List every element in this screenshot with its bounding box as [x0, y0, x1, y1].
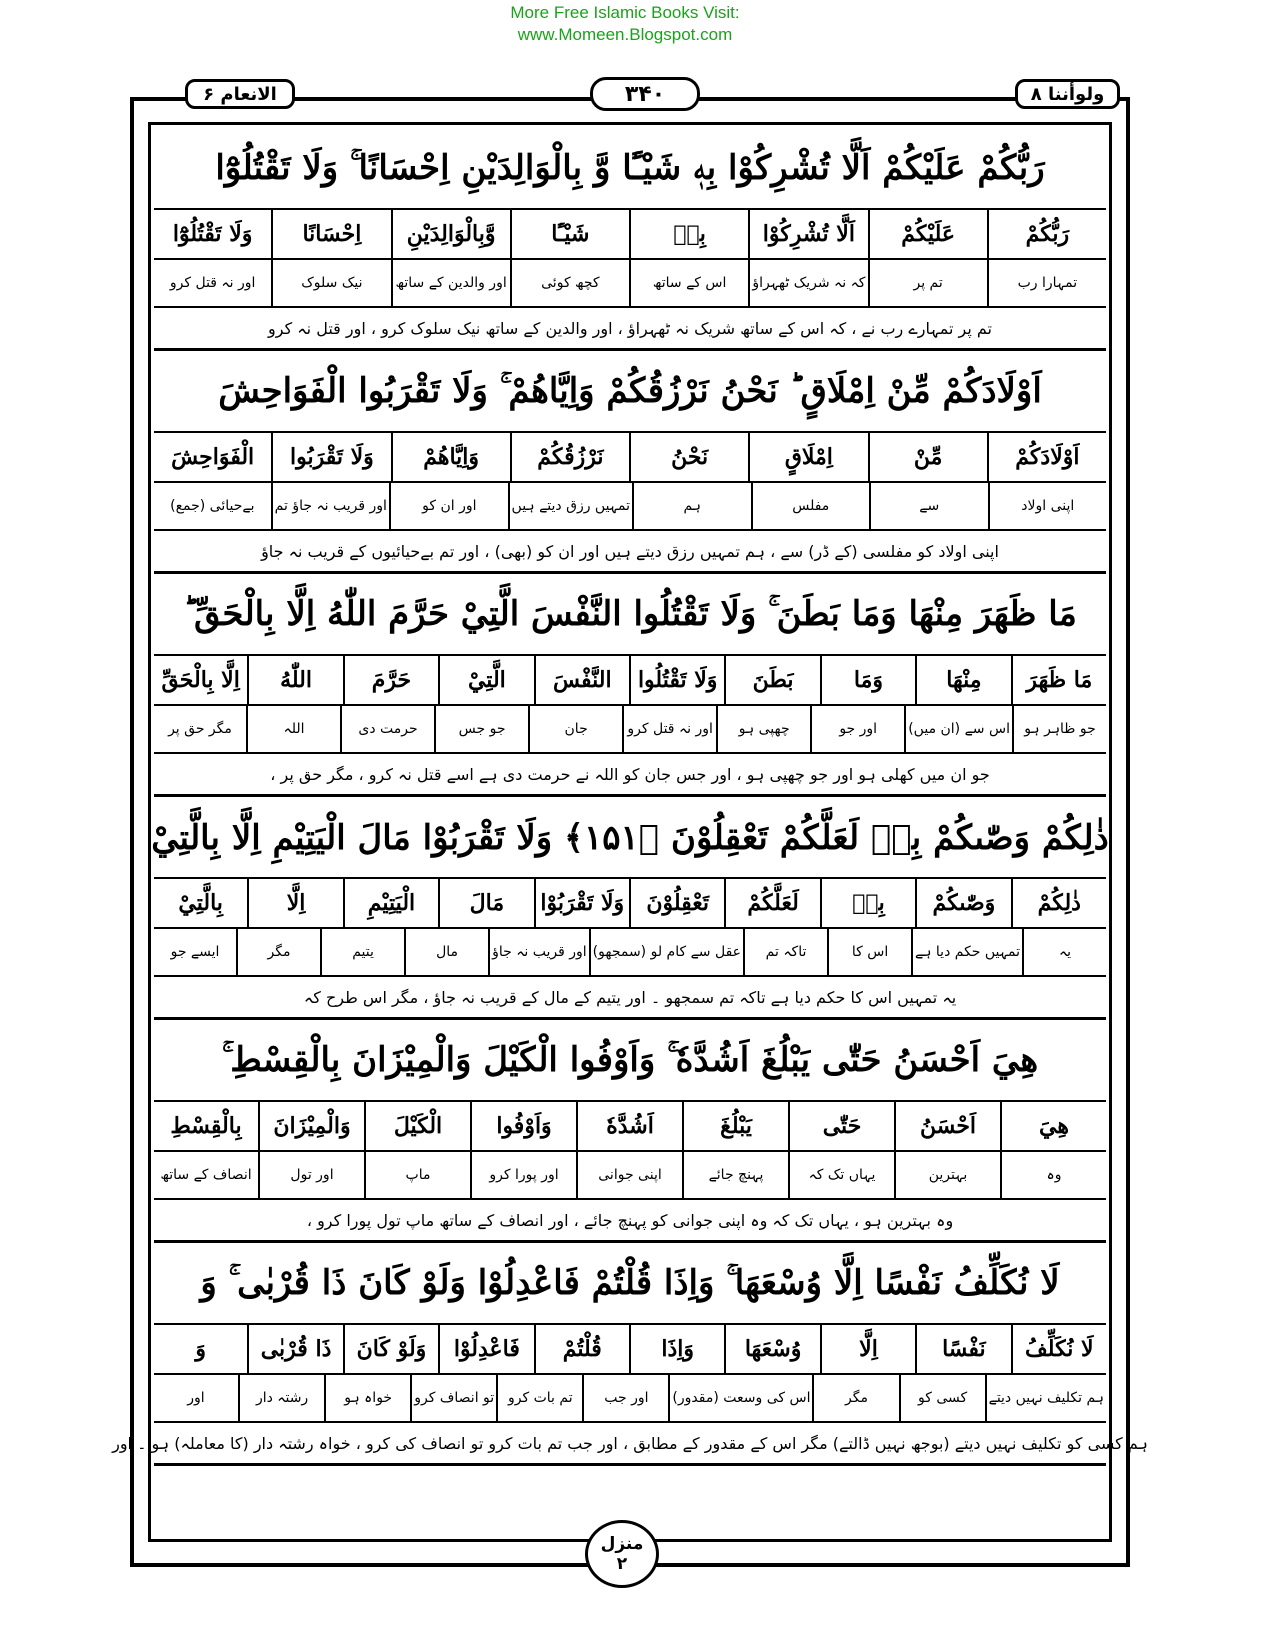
arabic-word: وَلَا تَقْتُلُوْٓا — [172, 221, 253, 247]
manzil-number: ۲ — [616, 1554, 628, 1574]
word-meaning: کسی کو — [899, 1375, 985, 1421]
arabic-word: بِالْقِسْطِ — [170, 1113, 242, 1139]
arabic-word: اِلَّا — [820, 1325, 915, 1373]
word-meaning: اور جو — [810, 706, 904, 752]
arabic-word: اِلَّا — [247, 879, 342, 927]
word-meaning: اللہ — [246, 706, 340, 752]
word-meaning: چھپی ہو — [716, 706, 810, 752]
arabic-word: اَلَّا تُشْرِكُوْا — [748, 210, 867, 258]
arabic-word: وَصّٰىكُمْ — [915, 879, 1010, 927]
meaning-row — [154, 1375, 1106, 1423]
arabic-word: اَشُدَّهٗ — [576, 1102, 682, 1150]
translation-line: ہم کسی کو تکلیف نہیں دیتے (بوجھ نہیں ڈالتے) مگر اس کے مقدور کے مطابق ، اور جب تم بات کرو تو انصاف کی کرو ، خواہ رشتہ دار (کا معاملہ) ہو ۔ اور — [154, 1423, 1106, 1466]
arabic-word: وَالْمِيْزَانَ — [258, 1102, 364, 1150]
word-meaning: ماپ — [364, 1152, 470, 1198]
translation-line: وہ بہترین ہو ، یہاں تک کہ وہ اپنی جوانی کو پہنچ جائے ، اور انصاف کے ساتھ ماپ تول پورا کرو ، — [154, 1200, 1106, 1243]
arabic-word: الْفَوَاحِشَ — [171, 444, 255, 470]
verse-line: اَوْلَادَكُمْ مِّنْ اِمْلَاقٍ ؕ نَحْنُ نَرْزُقُكُمْ وَاِيَّاهُمْ ۚ وَلَا تَقْرَبُوا الْفَوَاحِشَ — [154, 351, 1106, 433]
arabic-word: وَ — [195, 1336, 206, 1362]
word-meaning: اور ان کو — [389, 483, 508, 529]
arabic-word: وَلَا تَقْرَبُوْا — [534, 879, 629, 927]
translation-line: تم پر تمہارے رب نے ، کہ اس کے ساتھ شریک نہ ٹھہراؤ ، اور والدین کے ساتھ نیک سلوک کرو ، اور قتل نہ کرو — [154, 308, 1106, 351]
arabic-word: شَيْـًٔا — [510, 210, 629, 258]
arabic-word: اِلَّا بِالْحَقِّ — [161, 667, 240, 693]
word-meaning: مال — [404, 929, 488, 975]
arabic-word: ذَا قُرْبٰى — [247, 1325, 342, 1373]
promo-link[interactable]: www.Momeen.Blogspot.com — [517, 25, 733, 44]
word-meaning: وہ — [1000, 1152, 1106, 1198]
arabic-word: وَلَا تَقْتُلُوا — [629, 656, 724, 704]
arabic-word: اَحْسَنُ — [894, 1102, 1000, 1150]
word-row — [154, 210, 1106, 260]
arabic-word: عَلَيْكُمْ — [868, 210, 987, 258]
word-meaning: تاکہ تم — [743, 929, 827, 975]
word-meaning: مگر — [236, 929, 320, 975]
word-meaning: اور نہ قتل کرو — [169, 275, 256, 291]
word-row — [154, 656, 1106, 706]
verse-line: رَبُّكُمْ عَلَيْكُمْ اَلَّا تُشْرِكُوْا بِهٖ شَيْـًٔا وَّ بِالْوَالِدَيْنِ اِحْسَانًا ۚ وَلَا تَقْتُلُوْٓا — [154, 128, 1106, 210]
arabic-word: الَّتِيْ — [438, 656, 533, 704]
word-meaning: ہم تکلیف نہیں دیتے — [985, 1375, 1106, 1421]
word-meaning: یتیم — [320, 929, 404, 975]
arabic-word: وَلَا تَقْرَبُوا — [271, 433, 390, 481]
word-row — [154, 1325, 1106, 1375]
arabic-word: وَاِيَّاهُمْ — [391, 433, 510, 481]
arabic-word: بِالَّتِيْ — [178, 890, 223, 916]
arabic-word: قُلْتُمْ — [534, 1325, 629, 1373]
arabic-word: رَبُّكُمْ — [987, 210, 1106, 258]
arabic-word: اَوْلَادَكُمْ — [987, 433, 1106, 481]
word-meaning: یہ — [1022, 929, 1106, 975]
word-meaning: اپنی اولاد — [988, 483, 1107, 529]
word-meaning: اور قریب نہ جاؤ — [488, 929, 589, 975]
arabic-word: نَرْزُقُكُمْ — [510, 433, 629, 481]
word-meaning: تم پر — [868, 260, 987, 306]
arabic-word: بِهٖ — [629, 210, 748, 258]
word-meaning: کہ نہ شریک ٹھہراؤ — [748, 260, 867, 306]
arabic-word: تَعْقِلُوْنَ — [629, 879, 724, 927]
word-meaning: بہترین — [894, 1152, 1000, 1198]
juz-name-label: ولوأننا ۸ — [1015, 79, 1120, 109]
word-meaning: انصاف کے ساتھ — [160, 1167, 252, 1183]
word-meaning: پہنچ جائے — [682, 1152, 788, 1198]
manzil-badge — [585, 1520, 659, 1588]
arabic-word: نَفْسًا — [915, 1325, 1010, 1373]
arabic-word: وَاِذَا — [629, 1325, 724, 1373]
word-meaning: مگر حق پر — [168, 721, 232, 737]
arabic-word: لَعَلَّكُمْ — [724, 879, 819, 927]
meaning-row — [154, 929, 1106, 977]
arabic-word: مَا ظَهَرَ — [1011, 656, 1106, 704]
verse-line: لَا نُكَلِّفُ نَفْسًا اِلَّا وُسْعَهَا ۚ وَاِذَا قُلْتُمْ فَاعْدِلُوْا وَلَوْ كَانَ ذَا قُرْبٰى ۚ وَ — [154, 1243, 1106, 1325]
word-meaning: خواہ ہو — [324, 1375, 410, 1421]
word-meaning: اپنی جوانی — [576, 1152, 682, 1198]
arabic-word: الْيَتِيْمِ — [343, 879, 438, 927]
verse-line: هِيَ اَحْسَنُ حَتّٰى يَبْلُغَ اَشُدَّهٗ ۚ وَاَوْفُوا الْكَيْلَ وَالْمِيْزَانَ بِالْقِسْطِ ۚ — [154, 1020, 1106, 1102]
word-meaning: یہاں تک کہ — [788, 1152, 894, 1198]
arabic-word: اللّٰهُ — [247, 656, 342, 704]
arabic-word: الْكَيْلَ — [364, 1102, 470, 1150]
arabic-word: هِيَ — [1000, 1102, 1106, 1150]
word-meaning: سے — [869, 483, 988, 529]
arabic-word: وُسْعَهَا — [724, 1325, 819, 1373]
word-meaning: جو جس — [434, 706, 528, 752]
arabic-word: مِّنْ — [868, 433, 987, 481]
arabic-word: اِحْسَانًا — [271, 210, 390, 258]
arabic-word: اِمْلَاقٍ — [748, 433, 867, 481]
verse-content — [112, 128, 1148, 1466]
arabic-word: بَطَنَ — [724, 656, 819, 704]
word-meaning: اس کے ساتھ — [629, 260, 748, 306]
word-meaning: تم بات کرو — [496, 1375, 582, 1421]
manzil-label: منزل — [600, 1534, 644, 1554]
verse-line: ذٰلِكُمْ وَصّٰىكُمْ بِهٖ لَعَلَّكُمْ تَعْقِلُوْنَ ﴿۱۵۱﴾ وَلَا تَقْرَبُوْا مَالَ الْيَتِيْمِ اِلَّا بِالَّتِيْ — [154, 797, 1106, 879]
promo-banner — [0, 2, 1250, 46]
word-meaning: مفلس — [751, 483, 870, 529]
word-row — [154, 433, 1106, 483]
surah-name-label: الانعام ۶ — [185, 79, 295, 109]
word-meaning: اور پورا کرو — [470, 1152, 576, 1198]
word-meaning: مگر — [812, 1375, 898, 1421]
word-meaning: تمہیں رزق دیتے ہیں — [508, 483, 632, 529]
meaning-row — [154, 706, 1106, 754]
word-meaning: حرمت دی — [340, 706, 434, 752]
word-meaning: اس کا — [827, 929, 911, 975]
word-meaning: نیک سلوک — [271, 260, 390, 306]
arabic-word: وَلَوْ كَانَ — [343, 1325, 438, 1373]
word-meaning: جان — [528, 706, 622, 752]
word-meaning: اور والدین کے ساتھ — [391, 260, 510, 306]
meaning-row — [154, 1152, 1106, 1200]
translation-line: اپنی اولاد کو مفلسی (کے ڈر) سے ، ہم تمہیں رزق دیتے ہیں اور ان کو (بھی) ، اور تم بےحیائیوں کے قریب نہ جاؤ — [154, 531, 1106, 574]
arabic-word: لَا نُكَلِّفُ — [1011, 1325, 1106, 1373]
word-meaning: ایسے جو — [170, 944, 220, 960]
word-meaning: اور تول — [258, 1152, 364, 1198]
word-row — [154, 879, 1106, 929]
arabic-word: وَّبِالْوَالِدَيْنِ — [391, 210, 510, 258]
arabic-word: النَّفْسَ — [534, 656, 629, 704]
meaning-row — [154, 483, 1106, 531]
arabic-word: وَاَوْفُوا — [470, 1102, 576, 1150]
arabic-word: حَتّٰى — [788, 1102, 894, 1150]
arabic-word: نَحْنُ — [629, 433, 748, 481]
word-meaning: تمہیں حکم دیا ہے — [911, 929, 1022, 975]
word-meaning: اور — [187, 1390, 205, 1406]
word-meaning: اس سے (ان میں) — [904, 706, 1012, 752]
word-meaning: عقل سے کام لو (سمجھو) — [589, 929, 743, 975]
word-meaning: جو ظاہر ہو — [1012, 706, 1106, 752]
word-meaning: اس کی وسعت (مقدور) — [668, 1375, 812, 1421]
meaning-row — [154, 260, 1106, 308]
word-meaning: اور جب — [582, 1375, 668, 1421]
translation-line: جو ان میں کھلی ہو اور جو چھپی ہو ، اور جس جان کو اللہ نے حرمت دی ہے اسے قتل نہ کرو ، مگر حق پر ، — [154, 754, 1106, 797]
arabic-word: وَمَا — [820, 656, 915, 704]
arabic-word: مَالَ — [438, 879, 533, 927]
arabic-word: ذٰلِكُمْ — [1011, 879, 1106, 927]
arabic-word: حَرَّمَ — [343, 656, 438, 704]
word-meaning: رشتہ دار — [238, 1375, 324, 1421]
word-meaning: بےحیائی (جمع) — [170, 498, 255, 514]
arabic-word: يَبْلُغَ — [682, 1102, 788, 1150]
word-meaning: ہم — [632, 483, 751, 529]
word-meaning: اور قریب نہ جاؤ تم — [271, 483, 390, 529]
arabic-word: بِهٖ — [820, 879, 915, 927]
arabic-word: مِنْهَا — [915, 656, 1010, 704]
translation-line: یہ تمہیں اس کا حکم دیا ہے تاکہ تم سمجھو ۔ اور یتیم کے مال کے قریب نہ جاؤ ، مگر اس طرح کہ — [154, 977, 1106, 1020]
promo-line-1: More Free Islamic Books Visit: — [510, 3, 740, 22]
word-row — [154, 1102, 1106, 1152]
word-meaning: اور نہ قتل کرو — [622, 706, 716, 752]
word-meaning: تمہارا رب — [987, 260, 1106, 306]
arabic-word: فَاعْدِلُوْا — [438, 1325, 533, 1373]
word-meaning: تو انصاف کرو — [410, 1375, 496, 1421]
word-meaning: کچھ کوئی — [510, 260, 629, 306]
page-number: ۳۴۰ — [590, 77, 700, 111]
verse-line: مَا ظَهَرَ مِنْهَا وَمَا بَطَنَ ۚ وَلَا تَقْتُلُوا النَّفْسَ الَّتِيْ حَرَّمَ اللّٰهُ اِلَّا بِالْحَقِّ ؕ — [154, 574, 1106, 656]
